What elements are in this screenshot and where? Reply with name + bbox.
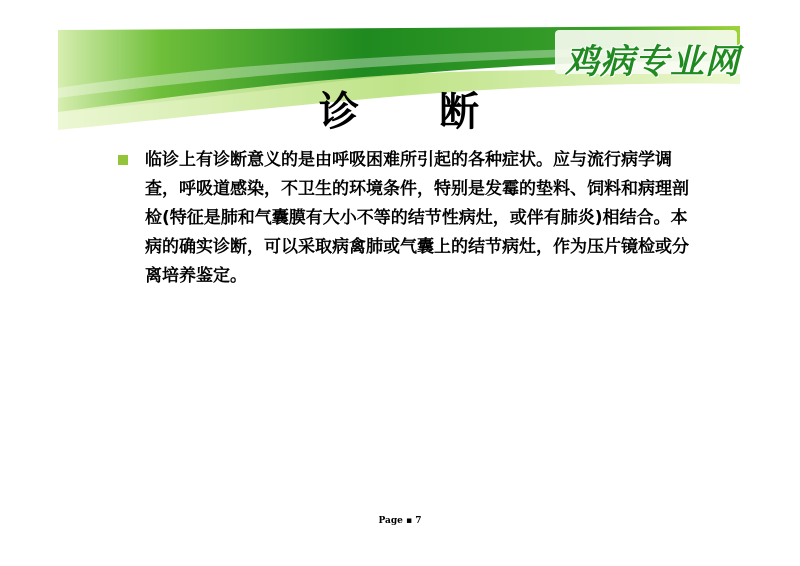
title-char-1: 诊 bbox=[319, 89, 361, 135]
page-title bbox=[0, 80, 800, 137]
diagnosis-paragraph: 临诊上有诊断意义的是由呼吸困难所引起的各种症状。应与流行病学调查，呼吸道感染，不卫生的环境条件，特别是发霉的垫料、饲料和病理剖检(特征是肺和气囊膜有大小不等的结节性病灶，或伴有肺炎)相结合。本病的确实诊断，可以采取病禽肺或气囊上的结节病灶，作为压片镜检或分离培养鉴定。 bbox=[145, 150, 689, 286]
page-number: Page ▪ 7 bbox=[378, 516, 422, 526]
title-char-2: 断 bbox=[439, 89, 481, 135]
content-block bbox=[118, 146, 698, 291]
square-bullet-icon bbox=[118, 155, 128, 165]
site-logo: 鸡病专业网 bbox=[565, 42, 740, 82]
